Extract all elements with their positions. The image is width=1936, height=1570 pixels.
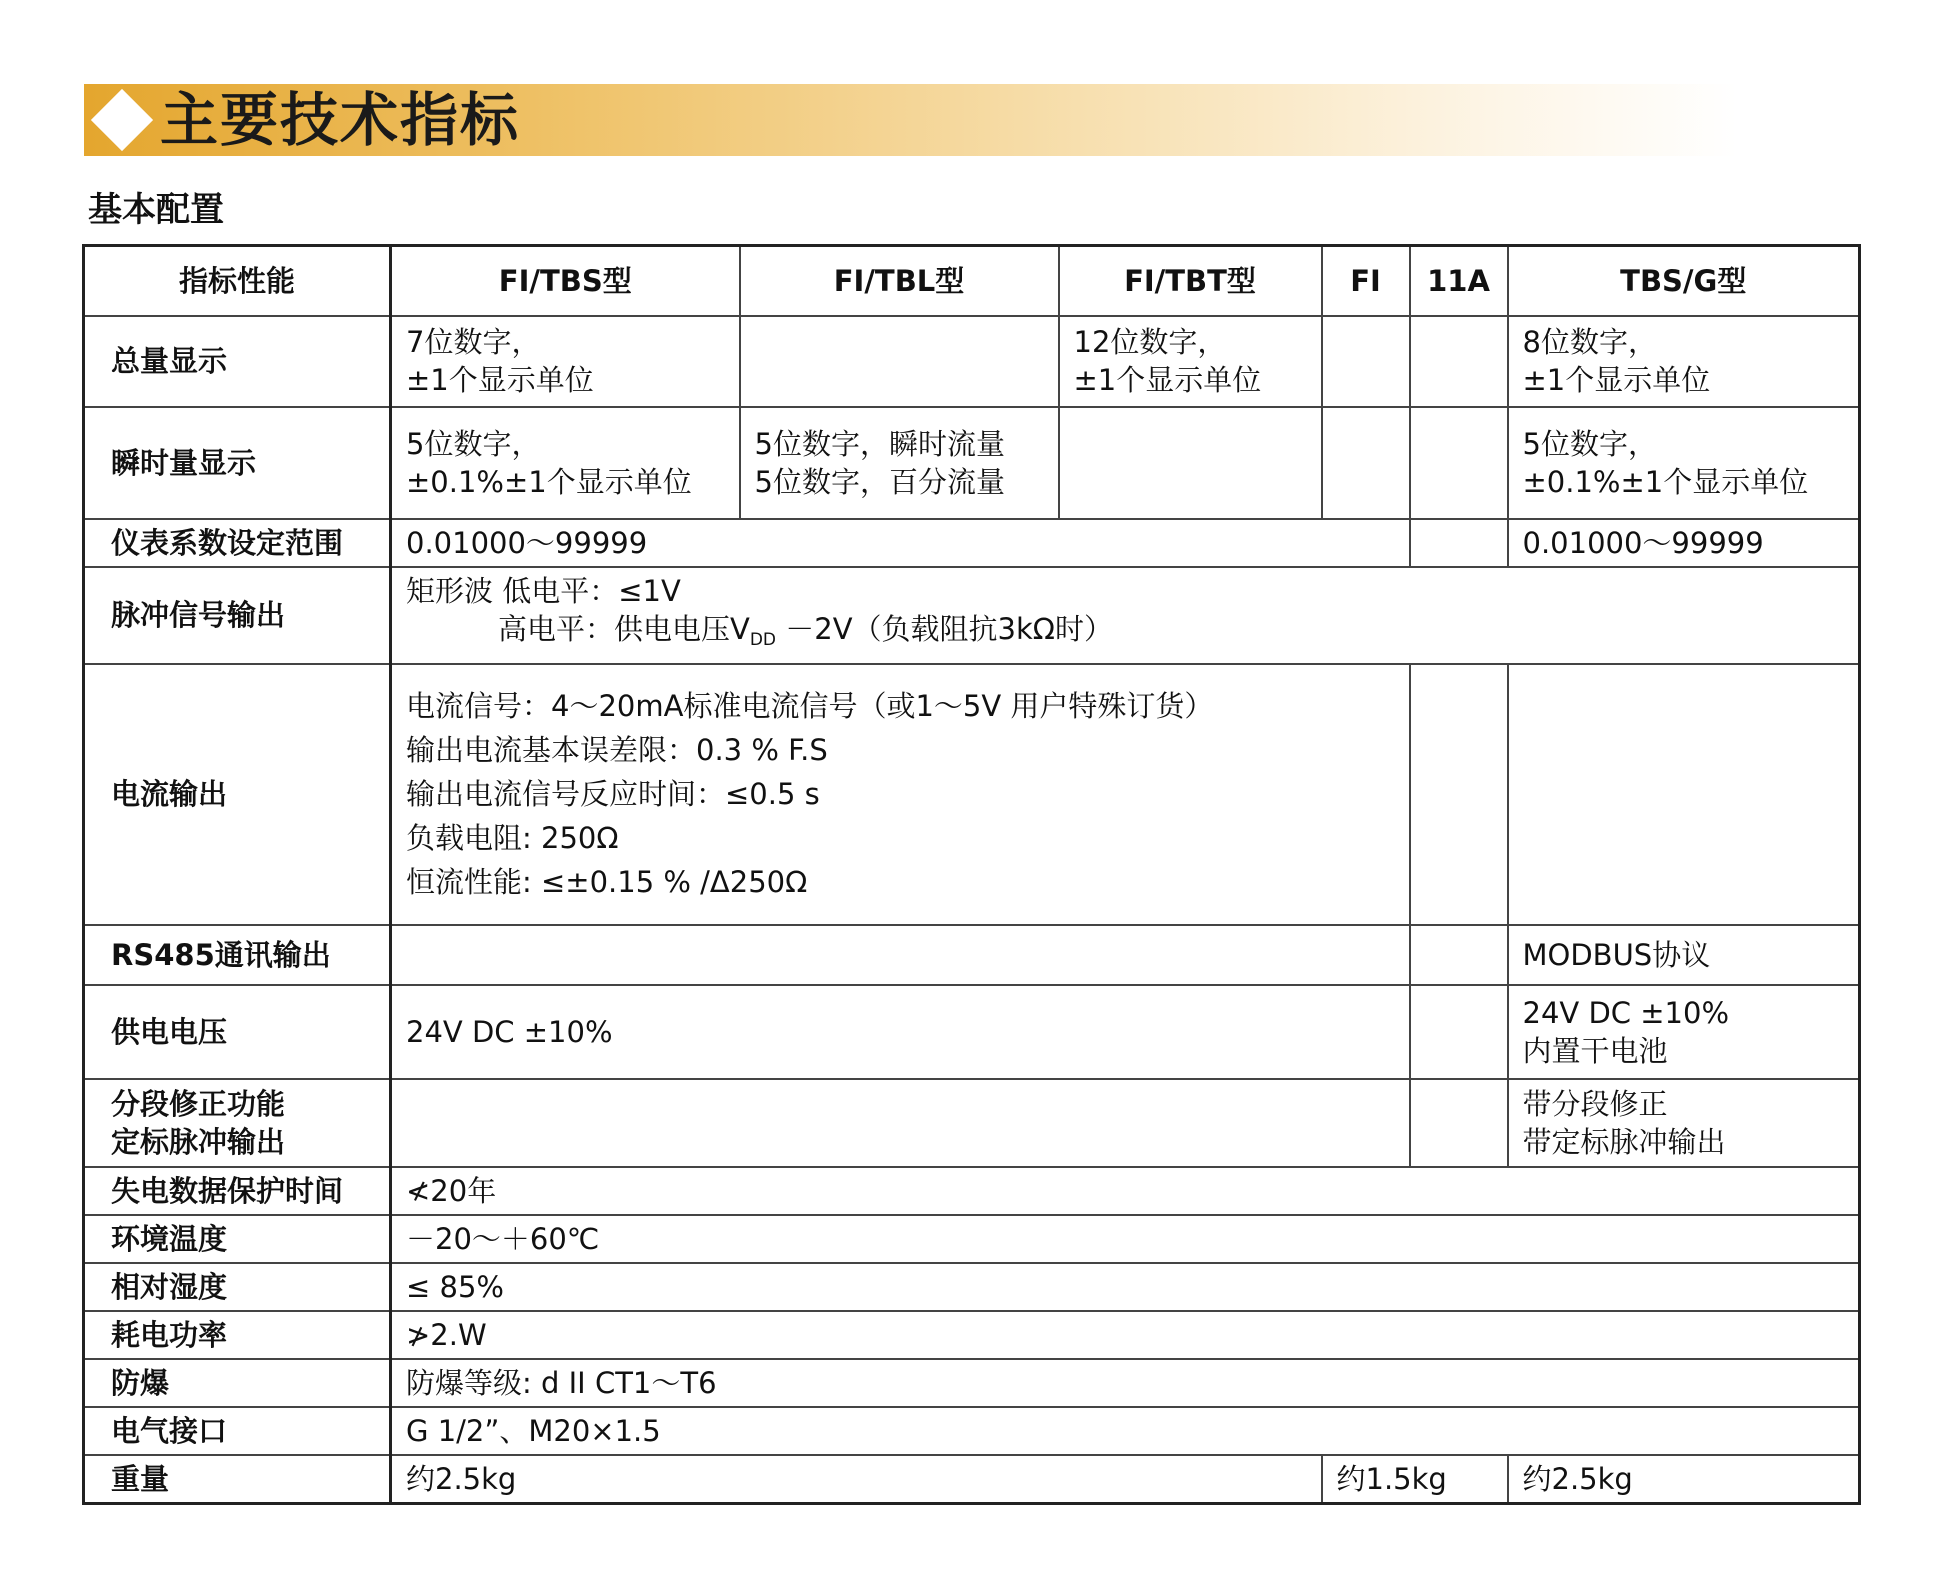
- header-fi-tbs: FI/TBS型: [391, 246, 740, 316]
- cell-line: 带定标脉冲输出: [1522, 1124, 1726, 1159]
- table-header-row: [84, 246, 1860, 316]
- empty-cell: [1410, 925, 1508, 985]
- row-total-display: [84, 316, 1860, 407]
- cell-line: 负载电阻: 250Ω: [406, 821, 619, 855]
- cell-line: 定标脉冲输出: [111, 1124, 286, 1159]
- cell-line: 带分段修正: [1522, 1086, 1668, 1121]
- header-tbs-g: TBS/G型: [1508, 246, 1860, 316]
- cell-instant-tbsg: [1508, 407, 1860, 519]
- cell-line: ±0.1%±1个显示单位: [1522, 464, 1809, 499]
- row-label: 供电电压: [84, 985, 391, 1079]
- row-segment-correction: [84, 1079, 1860, 1167]
- cell-power-tbsg: [1508, 985, 1860, 1079]
- cell-rs485-tbsg: MODBUS协议: [1508, 925, 1860, 985]
- cell-instant-tbl: [740, 407, 1059, 519]
- row-label: RS485通讯输出: [84, 925, 391, 985]
- header-fi-tbl: FI/TBL型: [740, 246, 1059, 316]
- row-label: 脉冲信号输出: [84, 567, 391, 664]
- empty-cell: [1410, 316, 1508, 407]
- row-instant-display: [84, 407, 1860, 519]
- cell-line: ±0.1%±1个显示单位: [406, 464, 692, 499]
- empty-cell: [1410, 1079, 1508, 1167]
- header-11a: 11A: [1410, 246, 1508, 316]
- cell-line: 电流信号：4～20mA标准电流信号（或1～5V 用户特殊订货）: [406, 689, 1214, 723]
- row-weight: [84, 1455, 1860, 1504]
- cell-line: 5位数字，百分流量: [754, 464, 1005, 499]
- cell-interface: G 1/2”、M20×1.5: [391, 1407, 1860, 1455]
- cell-line: [406, 610, 1844, 659]
- row-label: 耗电功率: [84, 1311, 391, 1359]
- cell-power-main: 24V DC ±10%: [391, 985, 1410, 1079]
- row-label: 电流输出: [84, 664, 391, 925]
- empty-cell: [1508, 664, 1860, 925]
- row-rs485: [84, 925, 1860, 985]
- cell-segment-tbsg: [1508, 1079, 1860, 1167]
- empty-cell: [1410, 407, 1508, 519]
- cell-line: 12位数字，: [1073, 325, 1227, 359]
- cell-temp: －20～＋60℃: [391, 1215, 1860, 1263]
- page-title: 主要技术指标: [160, 86, 521, 154]
- row-explosion-proof: [84, 1359, 1860, 1407]
- row-label: 相对湿度: [84, 1263, 391, 1311]
- empty-cell: [391, 1079, 1410, 1167]
- cell-consumption: ≯2.W: [391, 1311, 1860, 1359]
- cell-current: [391, 664, 1410, 925]
- cell-weight-tbsg: 约2.5kg: [1508, 1455, 1860, 1504]
- row-relative-humidity: [84, 1263, 1860, 1311]
- empty-cell: [1059, 407, 1322, 519]
- cell-line: 5位数字，: [406, 426, 541, 461]
- cell-explosion: 防爆等级: d II CT1～T6: [391, 1359, 1860, 1407]
- cell-total-tbsg: [1508, 316, 1860, 407]
- cell-line: 5位数字，瞬时流量: [754, 426, 1005, 461]
- row-data-retention: [84, 1167, 1860, 1215]
- cell-line: ±1个显示单位: [1522, 363, 1711, 397]
- row-ambient-temperature: [84, 1215, 1860, 1263]
- cell-coef-tbsg: 0.01000～99999: [1508, 519, 1860, 567]
- cell-weight-fi11a: 约1.5kg: [1322, 1455, 1508, 1504]
- header-fi: FI: [1322, 246, 1410, 316]
- cell-coef-main: 0.01000～99999: [391, 519, 1410, 567]
- row-pulse-output: [84, 567, 1860, 664]
- cell-line: 7位数字，: [406, 325, 541, 359]
- cell-line: 输出电流信号反应时间：≤0.5 s: [406, 777, 820, 811]
- cell-humidity: ≤ 85%: [391, 1263, 1860, 1311]
- cell-line: 矩形波 低电平：≤1V: [406, 573, 681, 608]
- row-label: 重量: [84, 1455, 391, 1504]
- empty-cell: [1322, 316, 1410, 407]
- cell-total-tbt: [1059, 316, 1322, 407]
- cell-line: 内置干电池: [1522, 1033, 1668, 1068]
- cell-line: 输出电流基本误差限：0.3 % F.S: [406, 733, 828, 767]
- row-label: 仪表系数设定范围: [84, 519, 391, 567]
- cell-pulse: [391, 567, 1860, 664]
- row-label: 失电数据保护时间: [84, 1167, 391, 1215]
- cell-line: 8位数字，: [1522, 325, 1657, 359]
- row-power-supply: [84, 985, 1860, 1079]
- text-segment: －2V（负载阻抗3kΩ时）: [776, 611, 1113, 646]
- header-fi-tbt: FI/TBT型: [1059, 246, 1322, 316]
- empty-cell: [1410, 664, 1508, 925]
- empty-cell: [1410, 985, 1508, 1079]
- empty-cell: [391, 925, 1410, 985]
- header-metric: 指标性能: [84, 246, 391, 316]
- subscript: DD: [749, 629, 777, 650]
- row-label: 瞬时量显示: [84, 407, 391, 519]
- cell-line: 5位数字，: [1522, 426, 1657, 461]
- empty-cell: [740, 316, 1059, 407]
- cell-total-tbs: [391, 316, 740, 407]
- row-current-output: [84, 664, 1860, 925]
- empty-cell: [1410, 519, 1508, 567]
- cell-line: 24V DC ±10%: [1522, 995, 1730, 1030]
- row-label: 环境温度: [84, 1215, 391, 1263]
- text-segment: 高电平：供电电压V: [498, 611, 750, 646]
- cell-line: ±1个显示单位: [1073, 363, 1262, 397]
- cell-line: ±1个显示单位: [406, 363, 594, 397]
- cell-weight-main: 约2.5kg: [391, 1455, 1322, 1504]
- cell-datasave: ≮20年: [391, 1167, 1860, 1215]
- row-power-consumption: [84, 1311, 1860, 1359]
- spec-table: [82, 244, 1861, 1505]
- row-label: [84, 1079, 391, 1167]
- cell-line: 分段修正功能: [111, 1086, 286, 1121]
- row-electrical-interface: [84, 1407, 1860, 1455]
- row-label: 总量显示: [84, 316, 391, 407]
- empty-cell: [1322, 407, 1410, 519]
- cell-instant-tbs: [391, 407, 740, 519]
- row-coefficient-range: [84, 519, 1860, 567]
- cell-line: 恒流性能: ≤±0.15 % /Δ250Ω: [406, 865, 808, 899]
- section-title: 基本配置: [88, 190, 224, 230]
- row-label: 防爆: [84, 1359, 391, 1407]
- row-label: 电气接口: [84, 1407, 391, 1455]
